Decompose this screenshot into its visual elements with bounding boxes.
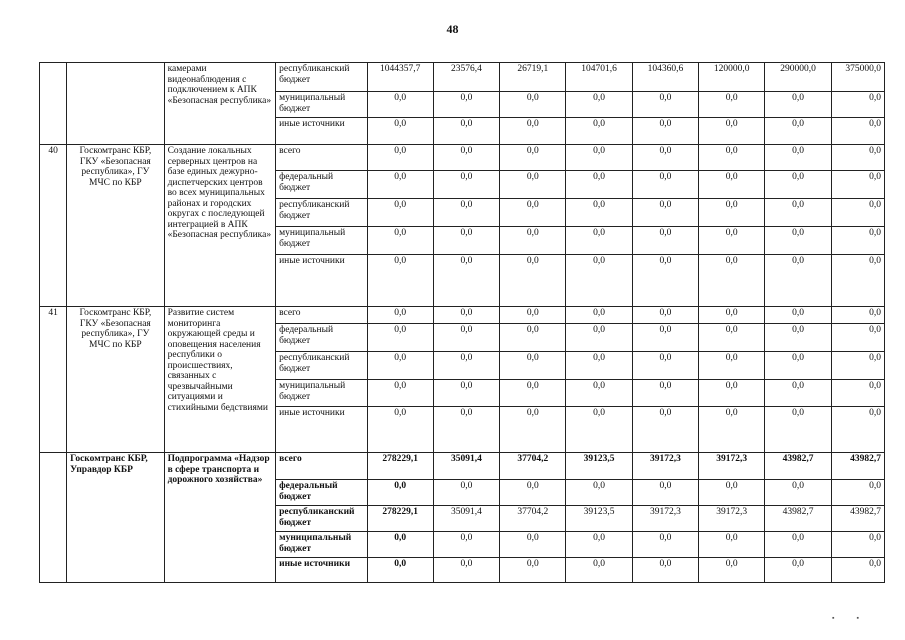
amount-cell: 0,0 — [632, 407, 698, 453]
amount-cell: 0,0 — [632, 380, 698, 407]
amount-cell: 43982,7 — [831, 506, 884, 532]
amount-cell: 0,0 — [831, 307, 884, 324]
measure-description-cell: Подпрограмма «Надзор в сфере транспорта и дорожного хозяйства» — [164, 453, 276, 583]
amount-cell: 0,0 — [367, 145, 433, 171]
amount-cell: 0,0 — [699, 92, 765, 118]
amount-cell: 0,0 — [433, 199, 499, 227]
amount-cell: 23576,4 — [433, 63, 499, 92]
amount-cell: 290000,0 — [765, 63, 831, 92]
amount-cell: 0,0 — [831, 145, 884, 171]
measure-description-cell: Создание локальных серверных центров на базе единых дежурно-диспетчерских центров во всех муниципальных районах и городских округах с последующей интеграцией в АПК «Безопасная республика» — [164, 145, 276, 307]
funding-source-cell: республиканский бюджет — [276, 352, 367, 380]
amount-cell: 37704,2 — [500, 506, 566, 532]
funding-source-cell: федеральный бюджет — [276, 324, 367, 352]
amount-cell: 0,0 — [831, 480, 884, 506]
amount-cell: 0,0 — [433, 171, 499, 199]
amount-cell: 0,0 — [765, 227, 831, 255]
amount-cell: 0,0 — [831, 558, 884, 583]
amount-cell: 375000,0 — [831, 63, 884, 92]
amount-cell: 43982,7 — [831, 453, 884, 480]
amount-cell: 0,0 — [765, 145, 831, 171]
row-number-cell: 40 — [40, 145, 67, 307]
amount-cell: 43982,7 — [765, 453, 831, 480]
amount-cell: 0,0 — [500, 307, 566, 324]
funding-source-cell: муниципальный бюджет — [276, 227, 367, 255]
amount-cell: 39172,3 — [632, 506, 698, 532]
executor-cell — [67, 63, 164, 145]
amount-cell: 0,0 — [500, 118, 566, 145]
amount-cell: 0,0 — [433, 352, 499, 380]
amount-cell: 0,0 — [831, 324, 884, 352]
amount-cell: 39123,5 — [566, 506, 632, 532]
amount-cell: 0,0 — [500, 92, 566, 118]
amount-cell: 0,0 — [500, 480, 566, 506]
funding-source-cell: всего — [276, 307, 367, 324]
amount-cell: 39172,3 — [632, 453, 698, 480]
amount-cell: 0,0 — [831, 352, 884, 380]
amount-cell: 0,0 — [765, 352, 831, 380]
amount-cell: 0,0 — [500, 324, 566, 352]
amount-cell: 0,0 — [367, 92, 433, 118]
amount-cell: 0,0 — [765, 307, 831, 324]
amount-cell: 0,0 — [566, 118, 632, 145]
amount-cell: 0,0 — [699, 480, 765, 506]
amount-cell: 0,0 — [765, 407, 831, 453]
amount-cell: 0,0 — [433, 118, 499, 145]
amount-cell: 0,0 — [632, 145, 698, 171]
amount-cell: 0,0 — [632, 255, 698, 307]
amount-cell: 0,0 — [765, 324, 831, 352]
amount-cell: 0,0 — [566, 227, 632, 255]
amount-cell: 0,0 — [831, 92, 884, 118]
funding-source-cell: республиканский бюджет — [276, 506, 367, 532]
amount-cell: 0,0 — [765, 558, 831, 583]
amount-cell: 0,0 — [831, 171, 884, 199]
amount-cell: 0,0 — [500, 380, 566, 407]
amount-cell: 0,0 — [632, 352, 698, 380]
amount-cell: 0,0 — [566, 558, 632, 583]
amount-cell: 0,0 — [433, 324, 499, 352]
amount-cell: 0,0 — [699, 199, 765, 227]
amount-cell: 0,0 — [699, 307, 765, 324]
amount-cell: 278229,1 — [367, 453, 433, 480]
amount-cell: 0,0 — [433, 227, 499, 255]
executor-cell: Госкомтранс КБР, Управдор КБР — [67, 453, 164, 583]
amount-cell: 0,0 — [367, 324, 433, 352]
amount-cell: 0,0 — [566, 255, 632, 307]
amount-cell: 0,0 — [699, 352, 765, 380]
amount-cell: 0,0 — [765, 92, 831, 118]
amount-cell: 26719,1 — [500, 63, 566, 92]
table-row — [40, 145, 885, 171]
funding-source-cell: иные источники — [276, 558, 367, 583]
amount-cell: 0,0 — [433, 145, 499, 171]
amount-cell: 0,0 — [367, 199, 433, 227]
amount-cell: 0,0 — [367, 480, 433, 506]
funding-source-cell: муниципальный бюджет — [276, 380, 367, 407]
amount-cell: 0,0 — [632, 532, 698, 558]
amount-cell: 39172,3 — [699, 506, 765, 532]
funding-source-cell: республиканский бюджет — [276, 199, 367, 227]
amount-cell: 0,0 — [566, 92, 632, 118]
amount-cell: 0,0 — [566, 532, 632, 558]
table-row — [40, 307, 885, 324]
executor-cell: Госкомтранс КБР, ГКУ «Безопасная республика», ГУ МЧС по КБР — [67, 145, 164, 307]
amount-cell: 0,0 — [566, 352, 632, 380]
row-number-cell — [40, 453, 67, 583]
funding-source-cell: всего — [276, 453, 367, 480]
amount-cell: 0,0 — [699, 255, 765, 307]
funding-source-cell: муниципальный бюджет — [276, 92, 367, 118]
amount-cell: 0,0 — [433, 307, 499, 324]
amount-cell: 0,0 — [367, 558, 433, 583]
amount-cell: 0,0 — [699, 324, 765, 352]
amount-cell: 0,0 — [367, 307, 433, 324]
amount-cell: 0,0 — [367, 532, 433, 558]
funding-source-cell: федеральный бюджет — [276, 171, 367, 199]
amount-cell: 0,0 — [831, 255, 884, 307]
page-number: 48 — [446, 22, 459, 36]
amount-cell: 0,0 — [433, 532, 499, 558]
amount-cell: 0,0 — [632, 199, 698, 227]
amount-cell: 0,0 — [632, 480, 698, 506]
amount-cell: 0,0 — [367, 407, 433, 453]
amount-cell: 39123,5 — [566, 453, 632, 480]
amount-cell: 0,0 — [566, 380, 632, 407]
amount-cell: 0,0 — [566, 480, 632, 506]
amount-cell: 278229,1 — [367, 506, 433, 532]
amount-cell: 120000,0 — [699, 63, 765, 92]
amount-cell: 104701,6 — [566, 63, 632, 92]
amount-cell: 0,0 — [500, 407, 566, 453]
table-row — [40, 453, 885, 480]
funding-source-cell: республиканский бюджет — [276, 63, 367, 92]
measure-description-cell: камерами видеонаблюдения с подключением к АПК «Безопасная республика» — [164, 63, 276, 145]
amount-cell: 0,0 — [566, 407, 632, 453]
amount-cell: 0,0 — [500, 227, 566, 255]
amount-cell: 0,0 — [367, 171, 433, 199]
funding-source-cell: муниципальный бюджет — [276, 532, 367, 558]
amount-cell: 0,0 — [699, 171, 765, 199]
amount-cell: 0,0 — [632, 324, 698, 352]
amount-cell: 0,0 — [699, 532, 765, 558]
amount-cell: 0,0 — [699, 558, 765, 583]
amount-cell: 0,0 — [831, 227, 884, 255]
amount-cell: 104360,6 — [632, 63, 698, 92]
amount-cell: 0,0 — [566, 145, 632, 171]
amount-cell: 0,0 — [765, 199, 831, 227]
amount-cell: 0,0 — [831, 407, 884, 453]
amount-cell: 0,0 — [433, 380, 499, 407]
amount-cell: 0,0 — [367, 255, 433, 307]
amount-cell: 43982,7 — [765, 506, 831, 532]
amount-cell: 0,0 — [632, 227, 698, 255]
amount-cell: 0,0 — [831, 118, 884, 145]
amount-cell: 0,0 — [831, 199, 884, 227]
amount-cell: 35091,4 — [433, 506, 499, 532]
funding-source-cell: иные источники — [276, 407, 367, 453]
funding-source-cell: всего — [276, 145, 367, 171]
amount-cell: 0,0 — [632, 171, 698, 199]
amount-cell: 0,0 — [367, 227, 433, 255]
amount-cell: 0,0 — [699, 407, 765, 453]
amount-cell: 0,0 — [433, 558, 499, 583]
amount-cell: 0,0 — [632, 118, 698, 145]
amount-cell: 0,0 — [433, 255, 499, 307]
amount-cell: 0,0 — [699, 145, 765, 171]
amount-cell: 0,0 — [500, 352, 566, 380]
amount-cell: 0,0 — [433, 480, 499, 506]
amount-cell: 0,0 — [367, 118, 433, 145]
funding-source-cell: иные источники — [276, 255, 367, 307]
amount-cell: 0,0 — [632, 92, 698, 118]
amount-cell: 0,0 — [699, 118, 765, 145]
amount-cell: 0,0 — [566, 171, 632, 199]
funding-source-cell: иные источники — [276, 118, 367, 145]
amount-cell: 0,0 — [765, 255, 831, 307]
row-number-cell: 41 — [40, 307, 67, 453]
amount-cell: 0,0 — [699, 227, 765, 255]
amount-cell: 0,0 — [566, 307, 632, 324]
amount-cell: 0,0 — [765, 380, 831, 407]
amount-cell: 0,0 — [831, 380, 884, 407]
row-number-cell — [40, 63, 67, 145]
amount-cell: 39172,3 — [699, 453, 765, 480]
amount-cell: 0,0 — [765, 118, 831, 145]
funding-source-cell: федеральный бюджет — [276, 480, 367, 506]
amount-cell: 0,0 — [566, 324, 632, 352]
amount-cell: 0,0 — [367, 380, 433, 407]
table-row — [40, 63, 885, 92]
amount-cell: 0,0 — [765, 480, 831, 506]
amount-cell: 0,0 — [433, 92, 499, 118]
amount-cell: 35091,4 — [433, 453, 499, 480]
amount-cell: 0,0 — [699, 380, 765, 407]
amount-cell: 0,0 — [500, 558, 566, 583]
budget-table — [39, 62, 885, 583]
amount-cell: 0,0 — [500, 145, 566, 171]
executor-cell: Госкомтранс КБР, ГКУ «Безопасная республика», ГУ МЧС по КБР — [67, 307, 164, 453]
amount-cell: 0,0 — [433, 407, 499, 453]
amount-cell: 1044357,7 — [367, 63, 433, 92]
amount-cell: 0,0 — [500, 171, 566, 199]
amount-cell: 37704,2 — [500, 453, 566, 480]
measure-description-cell: Развитие систем мониторинга окружающей среды и оповещения населения республики о происшествиях, связанных с чрезвычайными ситуациями и стихийными бедствиями — [164, 307, 276, 453]
amount-cell: 0,0 — [500, 532, 566, 558]
amount-cell: 0,0 — [765, 532, 831, 558]
amount-cell: 0,0 — [566, 199, 632, 227]
amount-cell: 0,0 — [831, 532, 884, 558]
amount-cell: 0,0 — [632, 307, 698, 324]
amount-cell: 0,0 — [500, 255, 566, 307]
amount-cell: 0,0 — [500, 199, 566, 227]
amount-cell: 0,0 — [765, 171, 831, 199]
scan-marks: ▪▪ — [832, 614, 881, 622]
amount-cell: 0,0 — [632, 558, 698, 583]
amount-cell: 0,0 — [367, 352, 433, 380]
